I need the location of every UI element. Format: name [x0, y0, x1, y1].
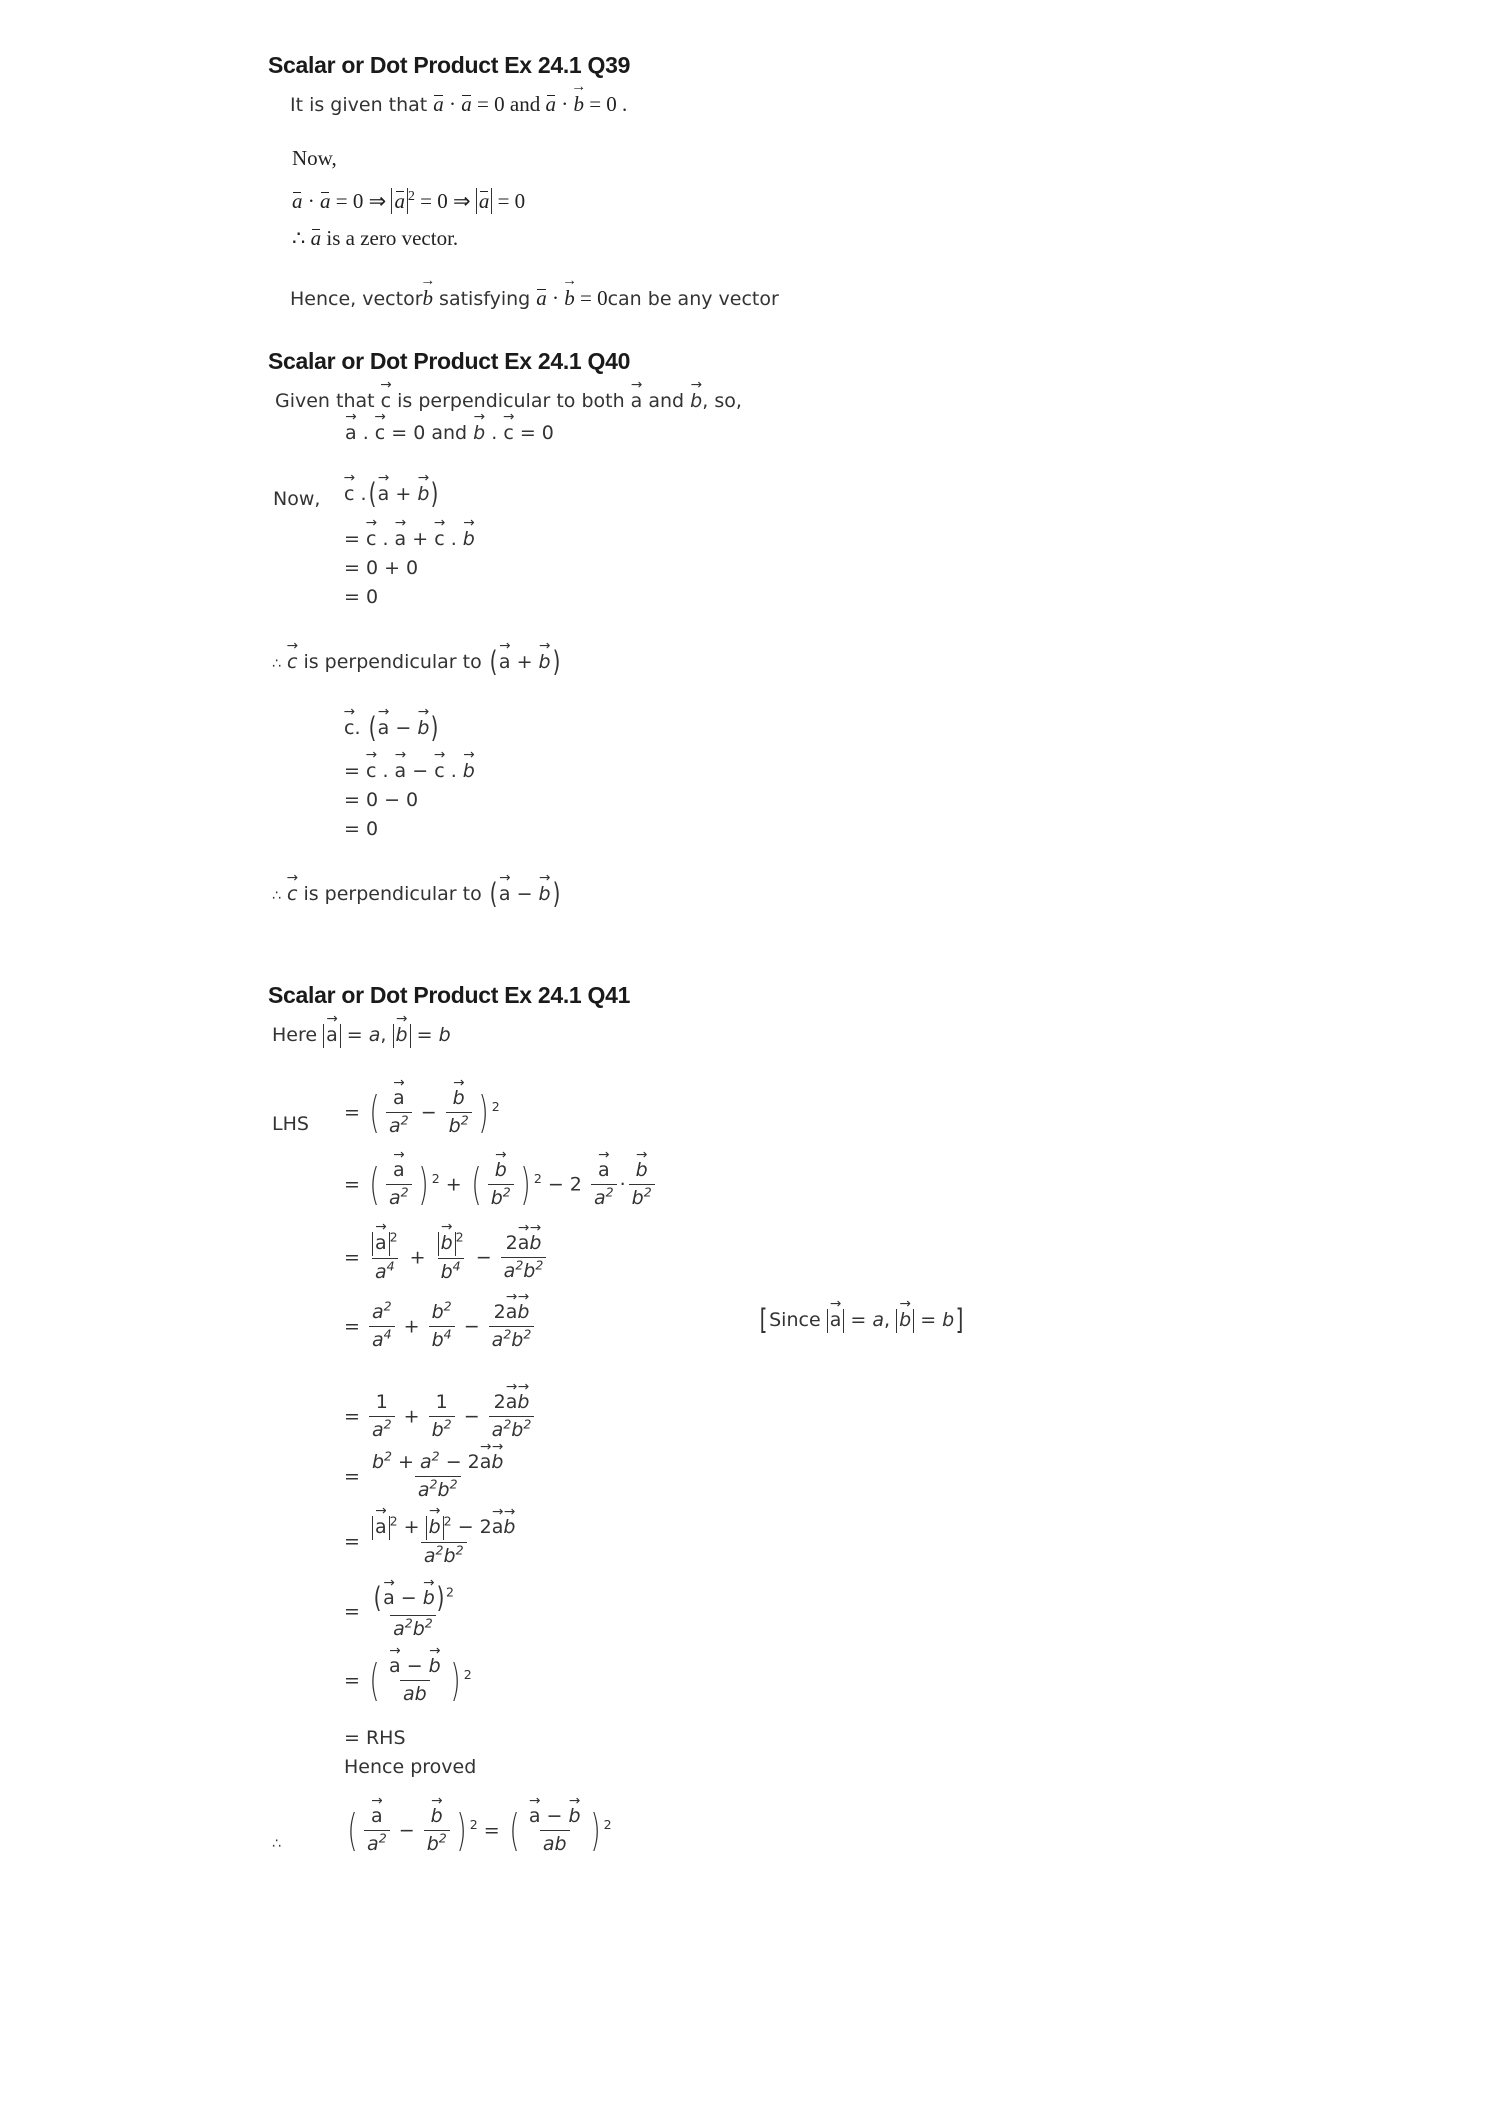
q39-equation: a · a = 0 ⇒ a $^2$ = 0 ⇒ a = 0 — [292, 188, 526, 213]
q40-now: Now, — [273, 488, 321, 510]
q41-heading: Scalar or Dot Product Ex 24.1 Q41 — [268, 982, 631, 1008]
q41-line9: = ( $\frac{a \to - b \to}{ab}$ ) $^2$ — [344, 1656, 472, 1706]
q41-here-line: Here a → = a, b → = b — [272, 1024, 451, 1048]
q39-heading: Scalar or Dot Product Ex 24.1 Q39 — [268, 52, 631, 78]
q39-conclusion: ∴ a is a zero vector. — [292, 226, 459, 250]
q40-perp-diff: ∴ c → is perpendicular to (a → − b →) — [272, 880, 562, 909]
q40-step1: = c → . a → + c → . b → — [344, 528, 475, 550]
q40-expr2: c →. (a → − b →) — [344, 714, 441, 743]
q40-given-eq: a → . c → = 0 and b → . c → = 0 — [345, 422, 554, 444]
q41-rhs: = RHS — [344, 1727, 406, 1749]
q40-step3: = 0 — [344, 586, 379, 608]
q41-since-note: [Since a → = a, b → = b] — [758, 1306, 965, 1335]
q41-line5: = $\frac{1}{a^2}$ + $\frac{1}{b^2}$ − $\frac{2a \to b \to}{a^2b^2}$ — [344, 1392, 537, 1442]
q39-hence-line: Hence, vectorb → satisfying a · b → = 0can be any vector — [290, 286, 779, 311]
q41-line8: = $\frac{(a \to - b \to) ^2}{a^2b^2}$ — [344, 1584, 460, 1640]
q40-step2b: = 0 − 0 — [344, 789, 419, 811]
q41-final: ( $\frac{a \to}{a^2}$ − $\frac{b \to}{b^2}$ ) $^2$ = ( $\frac{a \to - b \to}{ab}$ ) $^2$ — [344, 1806, 612, 1856]
q41-line2: = ( $\frac{a \to}{a^2}$ ) $^2$ + ( $\frac{b \to}{b^2}$ ) $^2$ − 2 $\frac{a \to}{a^2}$ · $\frac{b \to}{b^2}$ — [344, 1160, 658, 1210]
q40-perp-sum: ∴ c → is perpendicular to (a → + b →) — [272, 648, 562, 677]
q40-step2: = 0 + 0 — [344, 557, 419, 579]
q41-line4: = $\frac{a^2}{a^4}$ + $\frac{b^2}{b^4}$ − $\frac{2a \to b \to}{a^2b^2}$ — [344, 1302, 537, 1352]
q41-line1: = ( $\frac{a \to}{a^2}$ − $\frac{b \to}{b^2}$ ) $^2$ — [344, 1088, 500, 1138]
q40-given-line: Given that c → is perpendicular to both a → and b →, so, — [275, 390, 742, 412]
q41-line6: = $\frac{b^2 + a^2 - 2a \to b \to}{a^2b^2}$ — [344, 1452, 509, 1502]
q41-line3: = $\frac{a \to ^2}{a^4}$ + $\frac{b \to ^2}{b^4}$ − $\frac{2a \to b \to}{a^2b^2}$ — [344, 1232, 549, 1284]
q41-lhs-label: LHS — [272, 1113, 309, 1135]
q41-line7: = $\frac{a \to ^2 + b \to ^2 - 2a \to b \to}{a^2b^2}$ — [344, 1516, 521, 1568]
q40-step3b: = 0 — [344, 818, 379, 840]
q40-expr1: c → .(a → + b →) — [344, 480, 441, 509]
q40-heading: Scalar or Dot Product Ex 24.1 Q40 — [268, 348, 631, 374]
q40-step1b: = c → . a → − c → . b → — [344, 760, 475, 782]
q39-now: Now, — [292, 146, 337, 170]
q39-given-line: It is given that a · a = 0 and a · b → = 0 . — [290, 92, 627, 117]
q41-therefore: ∴ — [272, 1836, 281, 1852]
q41-hence-proved: Hence proved — [344, 1756, 477, 1778]
